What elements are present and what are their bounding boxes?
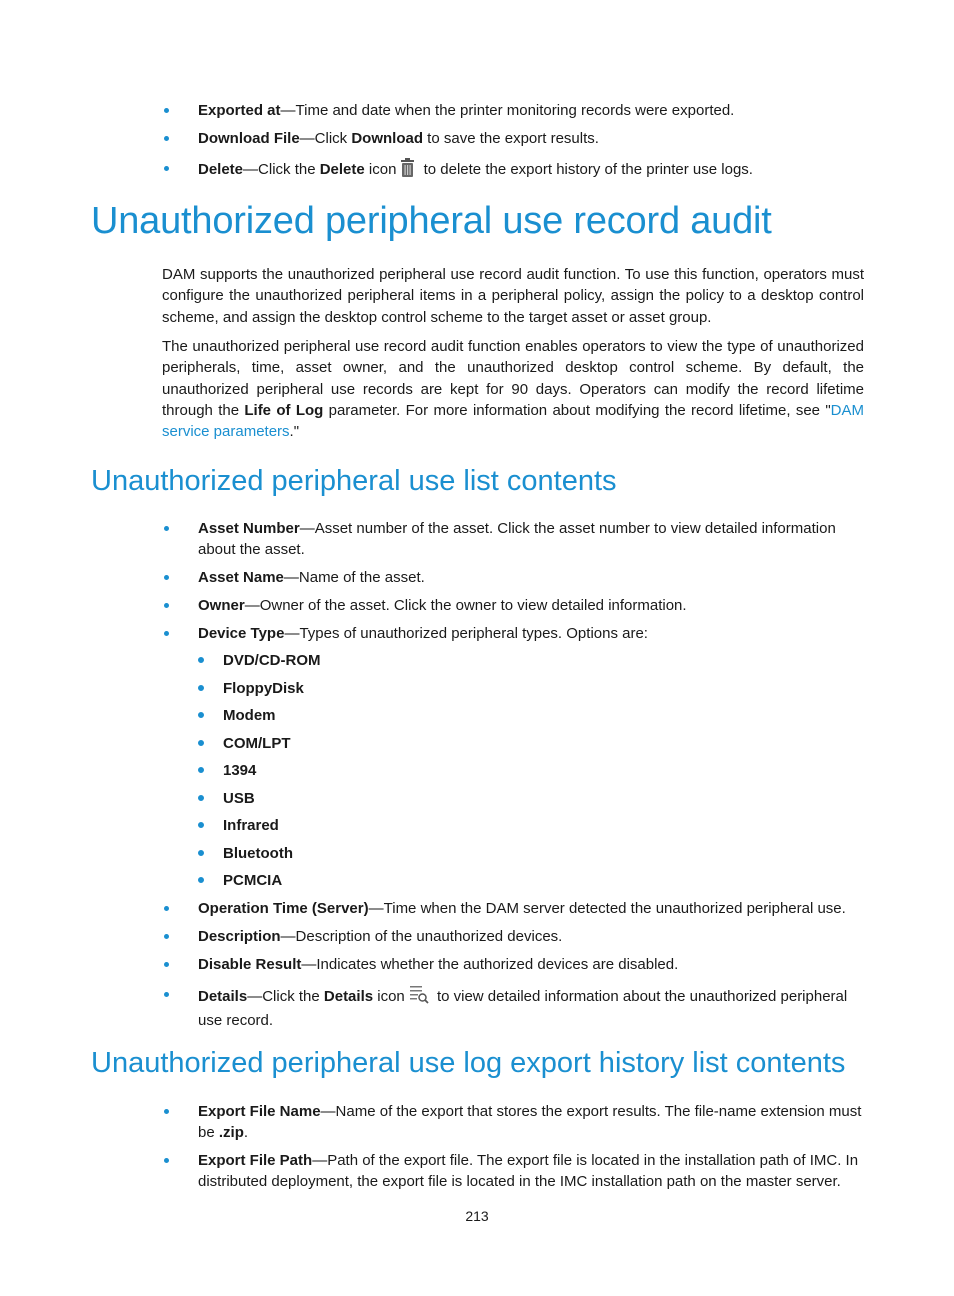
details-icon[interactable] — [409, 984, 429, 1010]
list-item: Bluetooth — [198, 843, 864, 864]
list-item: Modem — [198, 705, 864, 726]
list-item: DVD/CD-ROM — [198, 650, 864, 671]
paragraph: The unauthorized peripheral use record audit function enables operators to view the type of unauthorized peripherals, time, asset owner, and the unauthorized desktop control scheme. By default, the unauthorized peripheral use records are kept for 90 days. Operators can modify the record lifetime through the Life of Log parameter. For more information about modifying the record lifetime, see "DAM service parameters." — [162, 338, 864, 441]
paragraph: DAM supports the unauthorized peripheral use record audit function. To use this function, operators must configure the unauthorized peripheral items in a peripheral policy, assign the policy to a desktop control scheme, and assign the desktop control scheme to the target asset or asset group. — [162, 266, 864, 326]
list-item: Operation Time (Server)—Time when the DAM server detected the unauthorized peripheral use. — [162, 898, 864, 919]
list-item: COM/LPT — [198, 733, 864, 754]
list-item: Infrared — [198, 815, 864, 836]
list-contents — [162, 518, 864, 1038]
list-item: Owner—Owner of the asset. Click the owner to view detailed information. — [162, 595, 864, 616]
dam-service-parameters-link[interactable]: DAM service parameters — [162, 401, 864, 441]
list-item: Delete—Click the Delete icon to delete the export history of the printer use logs. — [162, 158, 872, 183]
list-item: Details—Click the Details icon to view detailed information about the unauthorized peripheral use record. — [162, 984, 864, 1031]
subsection-title: Unauthorized peripheral use list contents — [91, 465, 617, 497]
list-item: Asset Number—Asset number of the asset. Click the asset number to view detailed information about the asset. — [162, 518, 864, 560]
subsection-title: Unauthorized peripheral use log export history list contents — [91, 1047, 846, 1079]
list-item: Asset Name—Name of the asset. — [162, 567, 864, 588]
top-list — [162, 100, 872, 190]
list-item: Disable Result—Indicates whether the authorized devices are disabled. — [162, 954, 864, 975]
list-item: Device Type—Types of unauthorized peripheral types. Options are: DVD/CD-ROM FloppyDisk Modem COM/LPT 1394 USB Infrared Bluetooth PCMCIA — [162, 623, 864, 891]
trash-icon[interactable] — [400, 158, 415, 183]
list-item: Download File—Click Download to save the export results. — [162, 128, 872, 149]
list-item: Export File Name—Name of the export that stores the export results. The file-name extension must be .zip. — [162, 1101, 864, 1143]
list-item: Description—Description of the unauthorized devices. — [162, 926, 864, 947]
list-item: FloppyDisk — [198, 678, 864, 699]
list-item: Exported at—Time and date when the printer monitoring records were exported. — [162, 100, 872, 121]
list-item: Export File Path—Path of the export file. The export file is located in the installation path of IMC. In distributed deployment, the export file is located in the IMC installation path on the master server. — [162, 1150, 864, 1192]
list-item: PCMCIA — [198, 870, 864, 891]
page-number: 213 — [465, 1208, 489, 1224]
section-title: Unauthorized peripheral use record audit — [91, 200, 772, 242]
device-type-list — [198, 650, 864, 891]
export-history-list — [162, 1101, 864, 1199]
list-item: USB — [198, 788, 864, 809]
list-item: 1394 — [198, 760, 864, 781]
